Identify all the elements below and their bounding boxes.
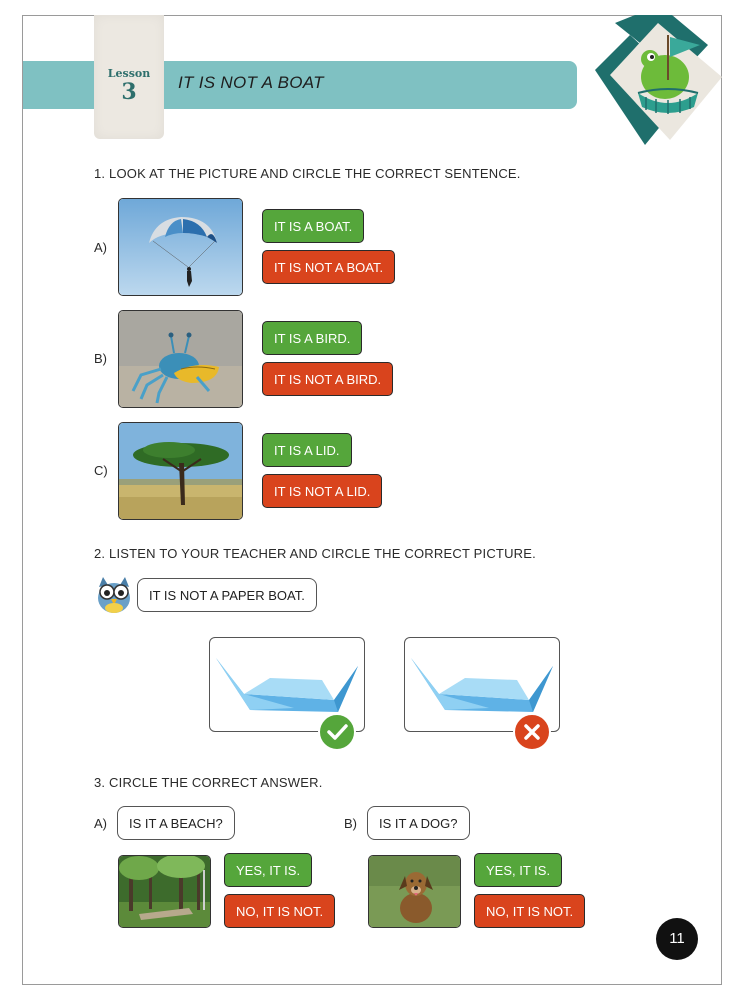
item-label-b: B) (94, 351, 107, 366)
no-option-a[interactable]: NO, IT IS NOT. (224, 894, 335, 928)
tree-photo (118, 422, 243, 520)
lesson-tab (94, 15, 164, 139)
question-bubble-a: IS IT A BEACH? (117, 806, 235, 840)
item-label-c: C) (94, 463, 108, 478)
park-photo (118, 855, 211, 928)
dog-photo (368, 855, 461, 928)
instruction-3: 3. CIRCLE THE CORRECT ANSWER. (94, 775, 323, 790)
speech-bubble: IT IS NOT A PAPER BOAT. (137, 578, 317, 612)
question-label-a: A) (94, 816, 107, 831)
question-label-b: B) (344, 816, 357, 831)
no-option-b[interactable]: NO, IT IS NOT. (474, 894, 585, 928)
cross-icon (513, 713, 551, 751)
frog-boat-illustration (590, 15, 725, 150)
option-false-c[interactable]: IT IS NOT A LID. (262, 474, 382, 508)
owl-icon (93, 575, 135, 615)
yes-option-b[interactable]: YES, IT IS. (474, 853, 562, 887)
option-true-a[interactable]: IT IS A BOAT. (262, 209, 364, 243)
option-false-b[interactable]: IT IS NOT A BIRD. (262, 362, 393, 396)
lesson-number: 3 (121, 79, 137, 105)
yes-option-a[interactable]: YES, IT IS. (224, 853, 312, 887)
option-true-c[interactable]: IT IS A LID. (262, 433, 352, 467)
lesson-title: IT IS NOT A BOAT (178, 73, 324, 92)
instruction-1: 1. LOOK AT THE PICTURE AND CIRCLE THE CORRECT SENTENCE. (94, 166, 521, 181)
instruction-2: 2. LISTEN TO YOUR TEACHER AND CIRCLE THE CORRECT PICTURE. (94, 546, 536, 561)
check-icon (318, 713, 356, 751)
option-false-a[interactable]: IT IS NOT A BOAT. (262, 250, 395, 284)
question-bubble-b: IS IT A DOG? (367, 806, 470, 840)
lesson-word: Lesson (107, 67, 151, 80)
page-number: 11 (656, 918, 698, 960)
option-true-b[interactable]: IT IS A BIRD. (262, 321, 362, 355)
crab-photo (118, 310, 243, 408)
parachute-photo (118, 198, 243, 296)
item-label-a: A) (94, 240, 107, 255)
